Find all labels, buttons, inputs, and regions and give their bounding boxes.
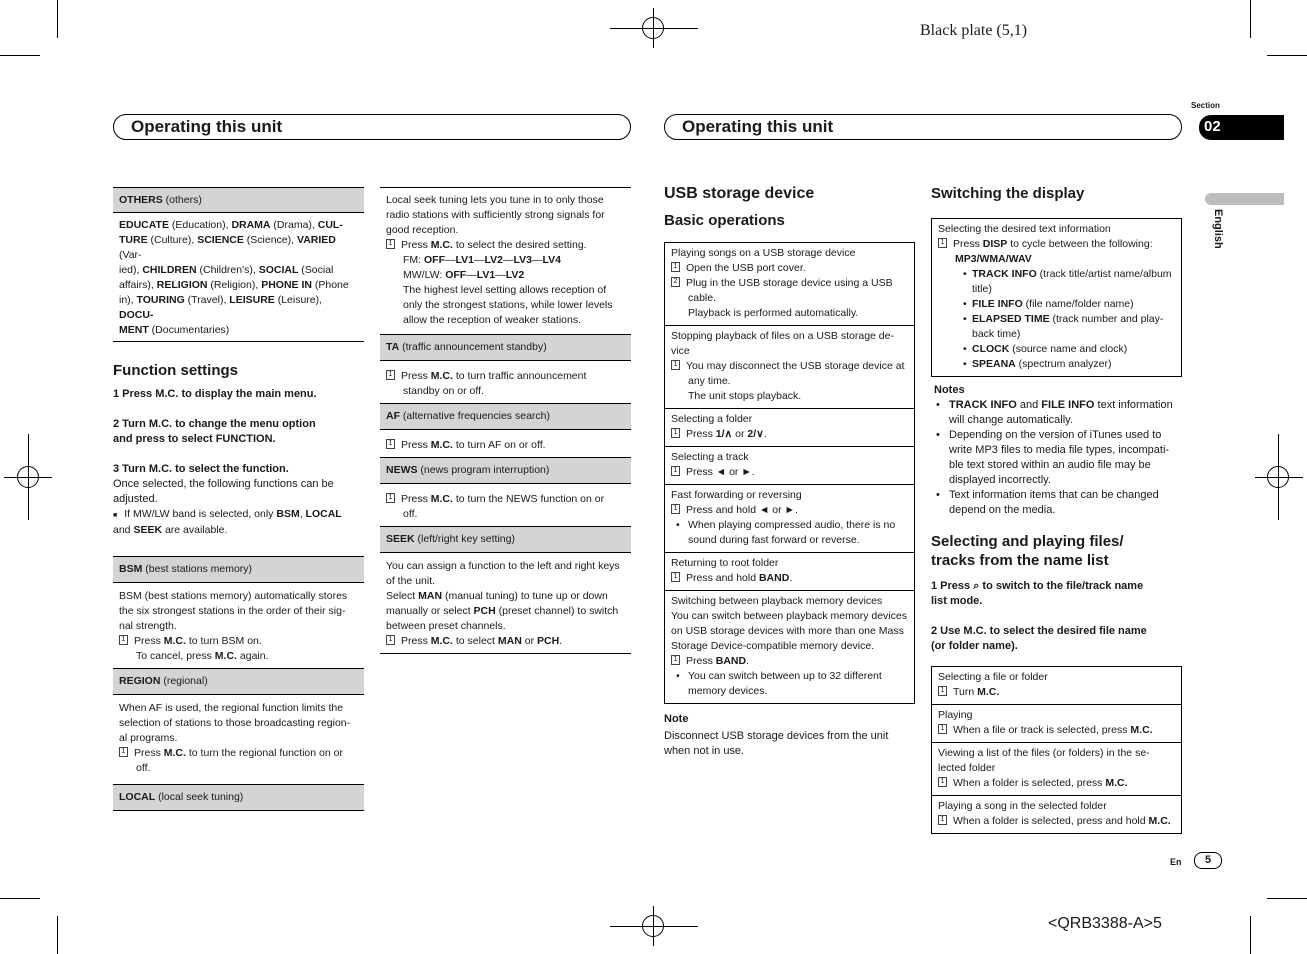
step-1: 1 Press M.C. to display the main menu. bbox=[113, 388, 317, 400]
after-text-1: Once selected, the following functions can be bbox=[113, 478, 334, 490]
usb-title: USB storage device bbox=[664, 185, 815, 202]
region-block: REGION (regional) When AF is used, the regional function limits the selection of stations to those broadcasting region- al programs. 1 Press M.C. to turn the regional function on or off. bbox=[113, 668, 364, 780]
sel-step-1b: list mode. bbox=[931, 595, 983, 607]
search-icon: ⌕ bbox=[973, 580, 980, 592]
others-heading: OTHERS bbox=[119, 194, 163, 206]
crop-mark bbox=[1267, 898, 1307, 899]
step-2-line1: 2 Turn M.C. to change the menu option bbox=[113, 418, 316, 430]
display-column bbox=[931, 184, 1182, 834]
others-term: (Travel), bbox=[184, 294, 230, 306]
registration-line bbox=[610, 28, 698, 29]
sel-step-2: 2 Use M.C. to select the desired file name bbox=[931, 625, 1147, 637]
usb-row-stopping: Stopping playback of files on a USB storage de- vice 1 You may disconnect the USB storage device at any time. The unit stops playback. bbox=[665, 325, 914, 408]
middle-column bbox=[380, 187, 631, 654]
crop-mark bbox=[57, 0, 58, 38]
plate-label: Black plate (5,1) bbox=[920, 22, 1028, 39]
note-line-2: when not in use. bbox=[664, 745, 745, 757]
others-term: CHILDREN bbox=[142, 264, 197, 276]
crop-mark bbox=[1250, 916, 1251, 954]
others-line bbox=[119, 278, 358, 293]
step-2-line2: and press to select FUNCTION. bbox=[113, 433, 276, 445]
others-term: TURE bbox=[119, 234, 148, 246]
others-term: SOCIAL bbox=[258, 264, 299, 276]
switching-display-title: Switching the display bbox=[931, 185, 1085, 202]
band-note: ■ If MW/LW band is selected, only BSM, LOCAL bbox=[113, 508, 342, 520]
name-list-table bbox=[931, 666, 1182, 834]
sel-step-1: 1 Press ⌕ to switch to the file/track name bbox=[931, 580, 1144, 592]
others-term: DRAMA bbox=[231, 219, 271, 231]
function-settings-title: Function settings bbox=[113, 362, 238, 379]
others-term: SCIENCE bbox=[197, 234, 244, 246]
switch-table: Selecting the desired text information 1 Press DISP to cycle between the following: MP3/WMA/WAV • TRACK INFO (track title/artist name/album title) • FILE INFO (file name/folder name) • ELAPSED TIME (track number and play- back time) • CLOCK (source name and clock) • SPEANA (spectrum analyzer) bbox=[931, 218, 1182, 377]
others-term: DOCU- bbox=[119, 309, 154, 321]
sel-row-1: Selecting a file or folder 1 Turn M.C. bbox=[938, 671, 1048, 698]
others-term: (Science), bbox=[243, 234, 297, 246]
usb-column bbox=[664, 184, 915, 759]
language-tab bbox=[1205, 193, 1284, 205]
sel-row-4: Playing a song in the selected folder 1 When a folder is selected, press and hold M.C. bbox=[932, 795, 1181, 833]
crop-mark bbox=[0, 898, 40, 899]
usb-operations-table bbox=[664, 242, 915, 704]
others-term: (Documentaries) bbox=[148, 324, 230, 336]
registration-line bbox=[653, 8, 654, 48]
others-line bbox=[119, 323, 358, 338]
others-term: EDUCATE bbox=[119, 219, 169, 231]
others-term: (Religion), bbox=[207, 279, 262, 291]
others-term: TOURING bbox=[136, 294, 185, 306]
others-term: (Social bbox=[298, 264, 334, 276]
local-detail: Local seek tuning lets you tune in to only those radio stations with sufficiently strong signals for good reception. 1 Press M.C. to select the desired setting. FM: OFF—LV1—LV2—LV3—LV4 MW/LW: OFF—LV1—LV2 The highest level setting allows reception of only the strongest stations, while lower levels allow the reception of weaker stations. bbox=[380, 187, 631, 332]
others-term: (Leisure), bbox=[274, 294, 323, 306]
others-line bbox=[119, 293, 358, 323]
crop-mark bbox=[1267, 55, 1307, 56]
left-header-title: Operating this unit bbox=[131, 117, 283, 136]
others-term: (Children's), bbox=[196, 264, 259, 276]
sel-step-2b: (or folder name). bbox=[931, 640, 1018, 652]
band-note-2: and SEEK are available. bbox=[113, 524, 228, 536]
usb-row-root: Returning to root folder 1 Press and hold BAND. bbox=[665, 552, 914, 590]
notes-list: • TRACK INFO and FILE INFO text information will change automatically. • Depending on the version of iTunes used to write MP3 files to media file types, incompati- ble text stored within an audio file may be displayed incorrectly. • Text information items that can be changed depend on the media. bbox=[931, 398, 1182, 518]
usb-row-playing: Playing songs on a USB storage device 1 Open the USB port cover. 2 Plug in the USB storage device using a USB cable. Playback is performed automatically. bbox=[671, 247, 893, 319]
usb-row-memory: Switching between playback memory devices You can switch between playback memory devices on USB storage devices with more than one Mass Storage Device-compatible memory device. 1 Press BAND. • You can switch between up to 32 different memory devices. bbox=[665, 590, 914, 703]
right-header-title: Operating this unit bbox=[682, 117, 834, 136]
af-block: AF (alternative frequencies search) 1 Press M.C. to turn AF on or off. bbox=[380, 403, 631, 457]
others-term: (Drama), bbox=[270, 219, 318, 231]
bsm-block: BSM (best stations memory) BSM (best stations memory) automatically stores the six strongest stations in the order of their sig- nal strength. 1 Press M.C. to turn BSM on. To cancel, press M.C. again. bbox=[113, 556, 364, 668]
others-term: ied), bbox=[119, 264, 143, 276]
registration-line bbox=[610, 926, 698, 927]
others-block bbox=[113, 187, 364, 342]
others-term: PHONE IN bbox=[261, 279, 312, 291]
others-term: LEISURE bbox=[229, 294, 275, 306]
registration-line bbox=[28, 434, 29, 520]
others-term: (Phone bbox=[311, 279, 349, 291]
others-line bbox=[119, 233, 358, 263]
page-number: 5 bbox=[1194, 852, 1222, 869]
crop-mark bbox=[57, 916, 58, 954]
crop-mark bbox=[1250, 0, 1251, 38]
doc-code: <QRB3388-A>5 bbox=[1048, 915, 1162, 932]
others-body bbox=[113, 212, 364, 342]
others-term: VARIED bbox=[296, 234, 336, 246]
sel-row-2: Playing 1 When a file or track is selected, press M.C. bbox=[932, 704, 1181, 742]
notes-title: Notes bbox=[934, 384, 965, 396]
registration-line bbox=[1255, 477, 1303, 478]
usb-row-folder: Selecting a folder 1 Press 1/∧ or 2/∨. bbox=[665, 408, 914, 446]
section-number: 02 bbox=[1204, 118, 1221, 135]
registration-line bbox=[653, 906, 654, 946]
news-block: NEWS (news program interruption) 1 Press M.C. to turn the NEWS function on or off. bbox=[380, 457, 631, 526]
note-line-1: Disconnect USB storage devices from the unit bbox=[664, 730, 889, 742]
selecting-title-2: tracks from the name list bbox=[931, 552, 1109, 569]
left-column bbox=[113, 187, 364, 811]
others-term: (Education), bbox=[168, 219, 232, 231]
others-term: (Culture), bbox=[147, 234, 198, 246]
registration-line bbox=[1278, 434, 1279, 520]
others-term: (Var- bbox=[119, 249, 142, 261]
usb-row-track: Selecting a track 1 Press ◄ or ►. bbox=[665, 446, 914, 484]
crop-mark bbox=[0, 55, 40, 56]
step-3: 3 Turn M.C. to select the function. bbox=[113, 463, 289, 475]
footer-lang: En bbox=[1170, 857, 1182, 867]
selecting-title-1: Selecting and playing files/ bbox=[931, 533, 1124, 550]
others-line bbox=[119, 263, 358, 278]
others-term: CUL- bbox=[317, 219, 343, 231]
basic-operations-title: Basic operations bbox=[664, 212, 785, 229]
others-term: RELIGION bbox=[156, 279, 208, 291]
seek-block: SEEK (left/right key setting) You can assign a function to the left and right keys of the unit. Select MAN (manual tuning) to tune up or down manually or select PCH (preset channel) to switch between preset channels. 1 Press M.C. to select MAN or PCH. bbox=[380, 526, 631, 654]
language-label: English bbox=[1212, 209, 1224, 249]
others-heading-desc: (others) bbox=[162, 194, 202, 206]
note-title: Note bbox=[664, 713, 689, 725]
others-term: affairs), bbox=[119, 279, 157, 291]
local-block: LOCAL (local seek tuning) bbox=[113, 784, 364, 811]
others-line bbox=[119, 218, 358, 233]
others-term: MENT bbox=[119, 324, 149, 336]
others-term: in), bbox=[119, 294, 137, 306]
section-label: Section bbox=[1191, 101, 1220, 110]
after-text-2: adjusted. bbox=[113, 493, 158, 505]
ta-block: TA (traffic announcement standby) 1 Press M.C. to turn traffic announcement standby on or off. bbox=[380, 334, 631, 403]
sel-row-3: Viewing a list of the files (or folders) in the se- lected folder 1 When a folder is selected, press M.C. bbox=[932, 742, 1181, 795]
usb-row-fastforward: Fast forwarding or reversing 1 Press and hold ◄ or ►. • When playing compressed audio, there is no sound during fast forward or reverse. bbox=[665, 484, 914, 552]
